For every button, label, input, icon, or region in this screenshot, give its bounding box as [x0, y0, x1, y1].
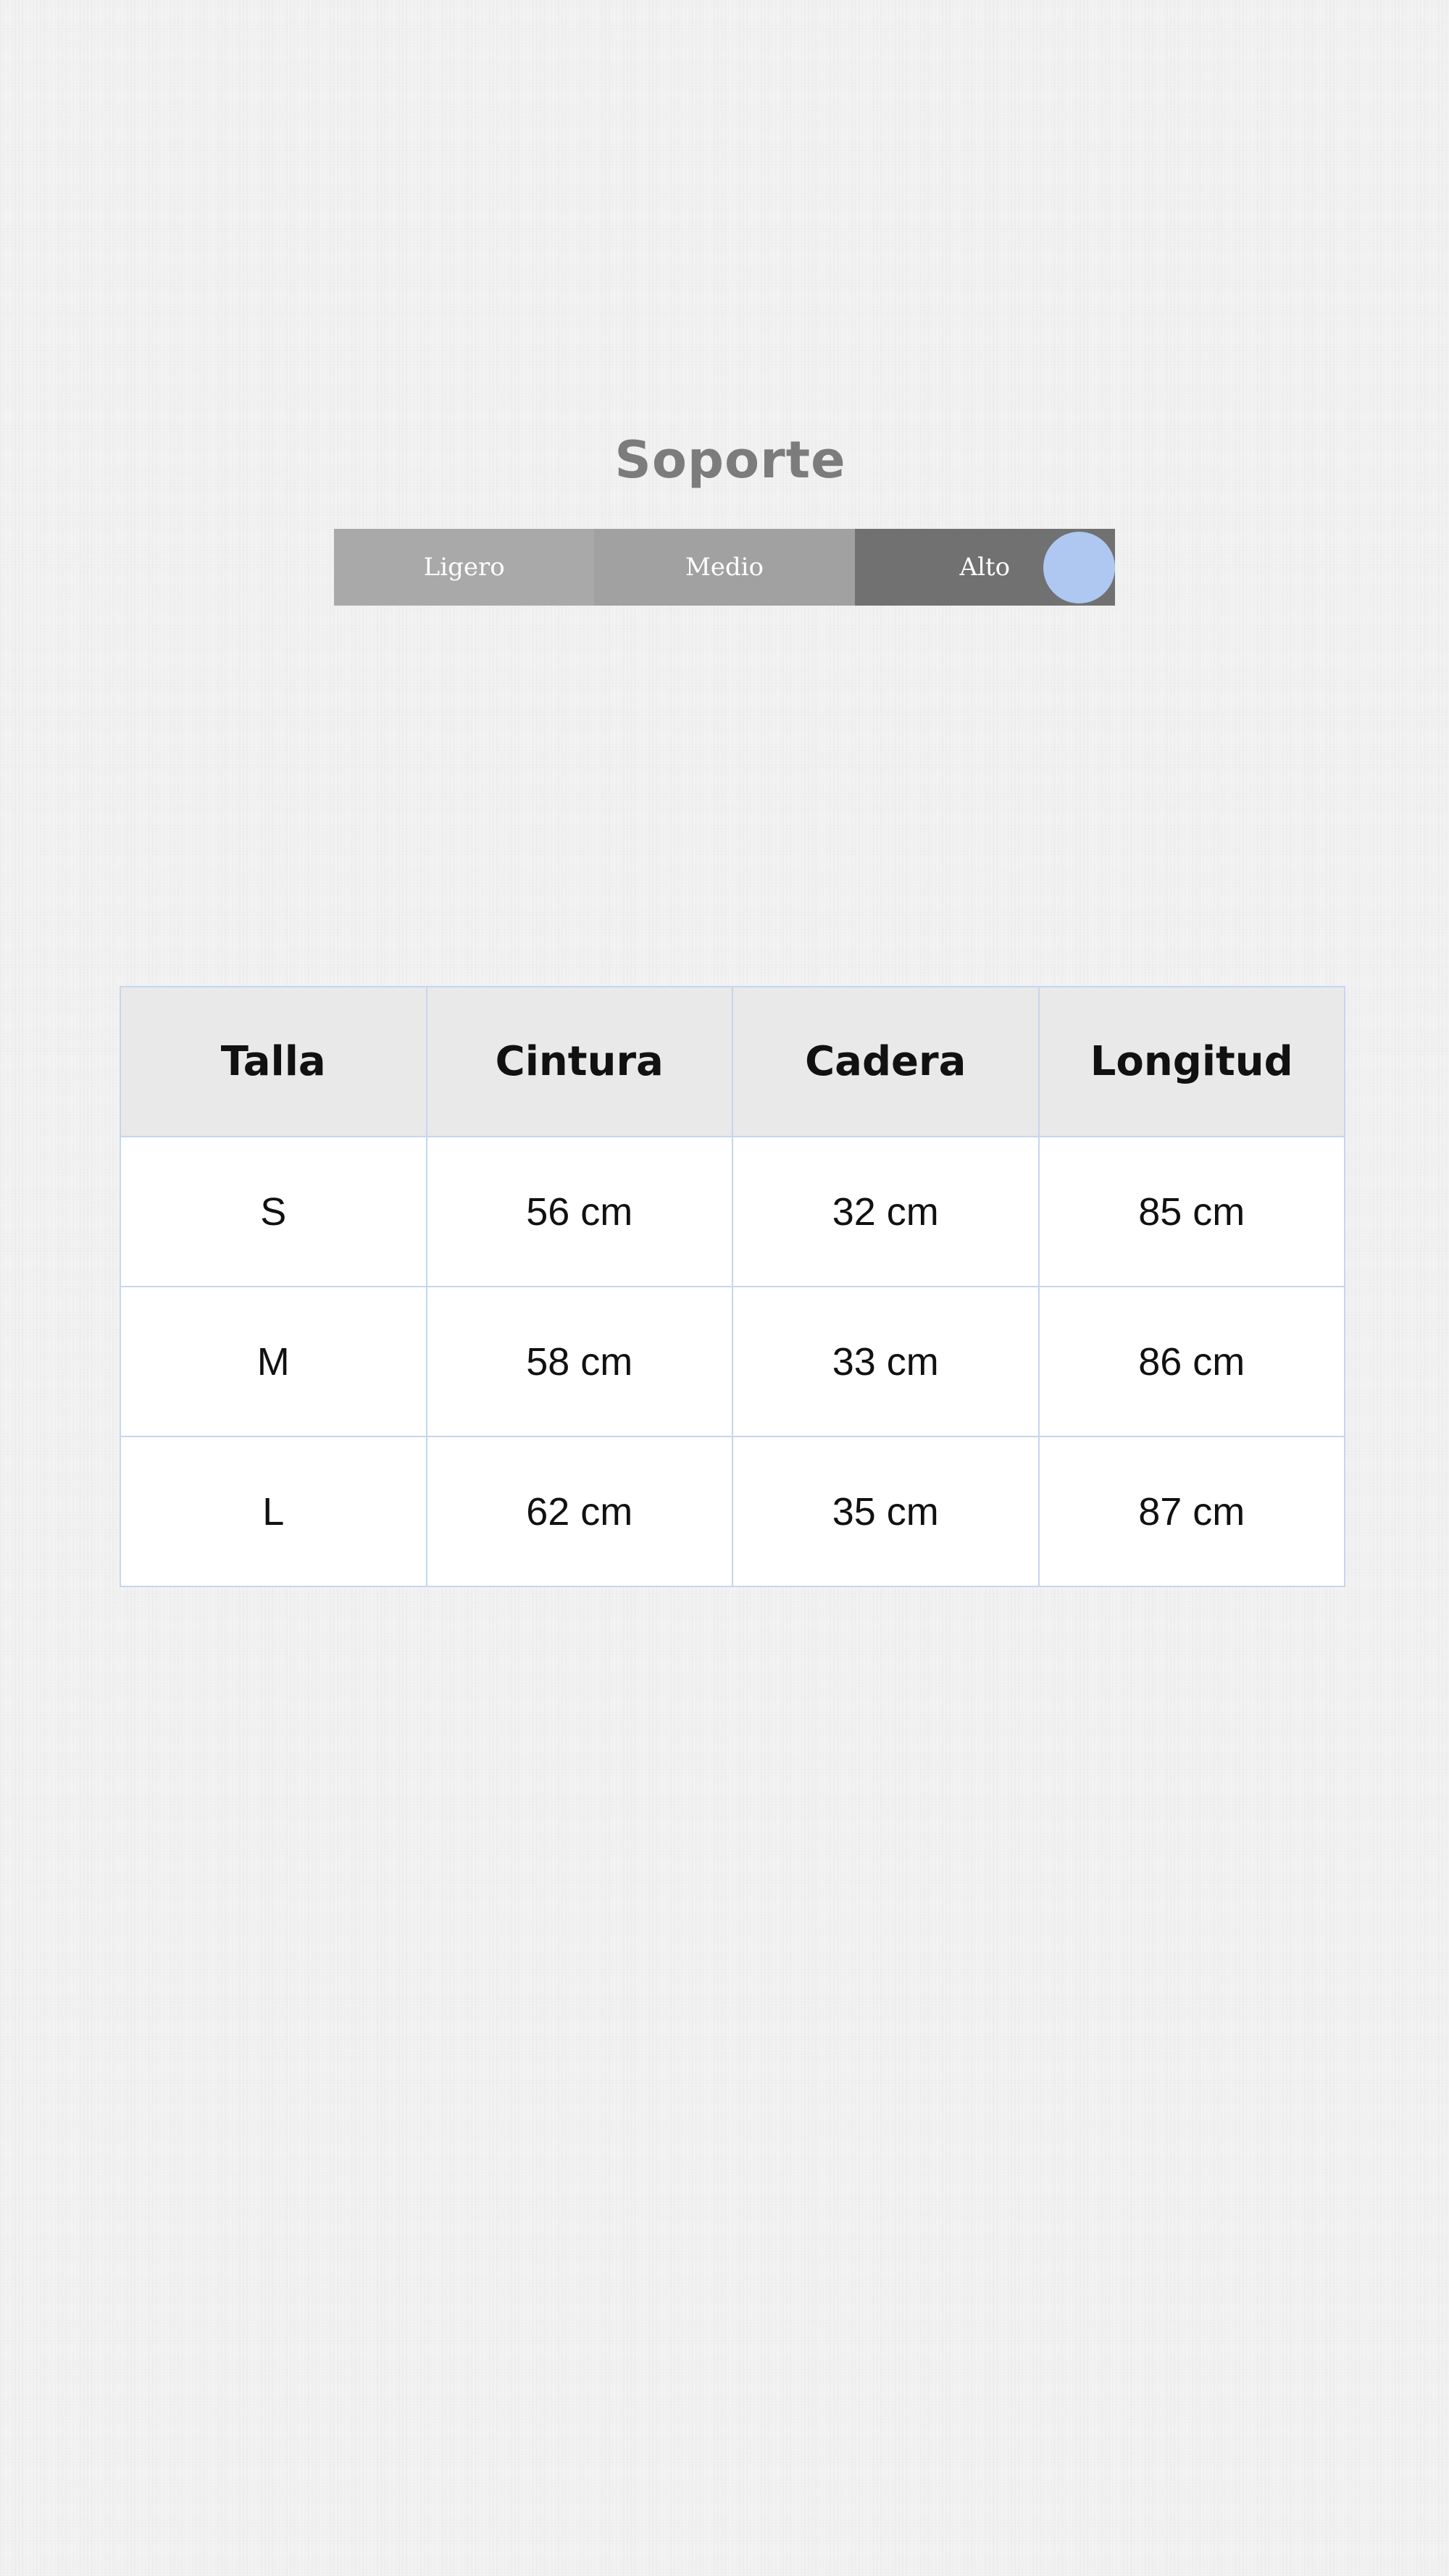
support-option-medio[interactable]	[594, 529, 854, 606]
cell-talla: S	[120, 1137, 427, 1287]
cell-longitud: 85 cm	[1039, 1137, 1345, 1287]
table-row	[120, 1437, 1345, 1586]
support-option-label: Alto	[959, 553, 1011, 582]
cell-cintura: 58 cm	[427, 1287, 733, 1437]
support-option-label: Medio	[685, 553, 764, 582]
cell-cintura: 56 cm	[427, 1137, 733, 1287]
support-level-selector[interactable]	[334, 529, 1115, 606]
header-longitud: Longitud	[1039, 987, 1345, 1137]
table-row	[120, 1137, 1345, 1287]
cell-cadera: 33 cm	[732, 1287, 1039, 1437]
cell-cadera: 35 cm	[732, 1437, 1039, 1586]
support-option-label: Ligero	[423, 553, 505, 582]
cell-cadera: 32 cm	[732, 1137, 1039, 1287]
selector-knob[interactable]	[1043, 532, 1115, 603]
table-header-row	[120, 987, 1345, 1137]
cell-longitud: 86 cm	[1039, 1287, 1345, 1437]
header-cintura: Cintura	[427, 987, 733, 1137]
table-row	[120, 1287, 1345, 1437]
cell-longitud: 87 cm	[1039, 1437, 1345, 1586]
cell-cintura: 62 cm	[427, 1437, 733, 1586]
header-talla: Talla	[120, 987, 427, 1137]
support-title: Soporte	[614, 430, 846, 490]
cell-talla: L	[120, 1437, 427, 1586]
header-cadera: Cadera	[732, 987, 1039, 1137]
cell-talla: M	[120, 1287, 427, 1437]
support-option-ligero[interactable]	[334, 529, 594, 606]
size-chart-table	[120, 986, 1345, 1587]
